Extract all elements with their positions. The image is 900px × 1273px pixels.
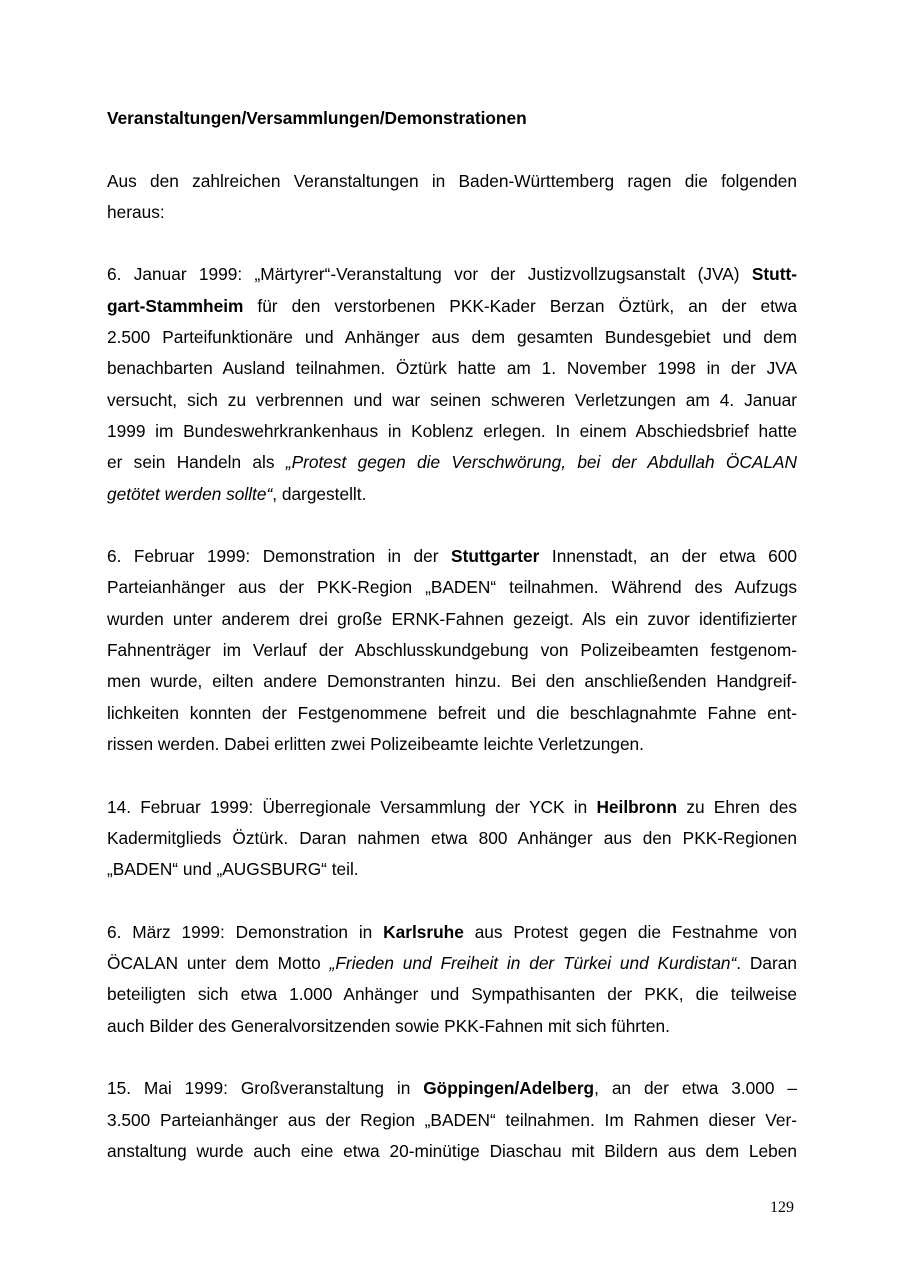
quote-italic: getötet werden sollte“ (107, 483, 273, 504)
event-paragraph-may (107, 1073, 797, 1167)
location-bold: Stutt- (751, 264, 797, 285)
text-line: 3.500 Parteianhänger aus der Region „BADEN“ teilnahmen. Im Rahmen dieser Ver- (107, 1109, 797, 1130)
document-body (107, 103, 797, 1167)
location-bold: Karlsruhe (383, 921, 464, 942)
text-line: Fahnenträger im Verlauf der Abschlusskundgebung von Polizeibeamten festgenom- (107, 640, 797, 661)
text-line: versucht, sich zu verbrennen und war seinen schweren Verletzungen am 4. Januar (107, 389, 797, 410)
text-line: Aus den zahlreichen Veranstaltungen in Baden-Württemberg ragen die folgenden (107, 170, 797, 191)
text-run: zu Ehren des (677, 796, 797, 817)
location-bold: Heilbronn (596, 796, 678, 817)
event-paragraph-feb (107, 541, 797, 760)
text-run: 14. Februar 1999: Überregionale Versammlung der YCK in (107, 796, 597, 817)
text-line: men wurde, eilten andere Demonstranten hinzu. Bei den anschließenden Handgreif- (107, 671, 797, 692)
text-line: „BADEN“ und „AUGSBURG“ teil. (107, 859, 359, 880)
text-run: er sein Handeln als (107, 452, 286, 473)
text-run: , an der etwa 3.000 – (594, 1078, 797, 1099)
location-bold: Stuttgarter (451, 546, 540, 567)
event-paragraph-feb14 (107, 792, 797, 886)
text-line (107, 948, 797, 979)
text-run: für den verstorbenen PKK-Kader Berzan Öztürk, an der etwa (243, 295, 797, 316)
text-run: 6. Januar 1999: „Märtyrer“-Veranstaltung vor der Justizvollzugsanstalt (JVA) (107, 264, 752, 285)
text-line (107, 541, 797, 572)
text-line (107, 917, 797, 948)
text-run: aus Protest gegen die Festnahme von (463, 921, 797, 942)
text-line (107, 792, 797, 823)
quote-italic: „Protest gegen die Verschwörung, bei der Abdullah ÖCALAN (285, 452, 797, 473)
text-line: Kadermitglieds Öztürk. Daran nahmen etwa 800 Anhänger aus den PKK-Regionen (107, 827, 797, 848)
text-run: 6. März 1999: Demonstration in (107, 921, 384, 942)
text-line (107, 447, 797, 478)
text-line: auch Bilder des Generalvorsitzenden sowie PKK-Fahnen mit sich führten. (107, 1015, 670, 1036)
text-line: 1999 im Bundeswehrkrankenhaus in Koblenz erlegen. In einem Abschiedsbrief hatte (107, 420, 797, 441)
section-heading: Veranstaltungen/Versammlungen/Demonstrationen (107, 108, 527, 128)
location-bold: Göppingen/Adelberg (423, 1078, 595, 1099)
text-line (107, 1073, 797, 1104)
text-line: benachbarten Ausland teilnahmen. Öztürk hatte am 1. November 1998 in der JVA (107, 358, 797, 379)
text-line: Parteianhänger aus der PKK-Region „BADEN“ teilnahmen. Während des Aufzugs (107, 577, 797, 598)
text-line: rissen werden. Dabei erlitten zwei Polizeibeamte leichte Verletzungen. (107, 733, 644, 754)
text-run: Innenstadt, an der etwa 600 (539, 546, 797, 567)
text-line: anstaltung wurde auch eine etwa 20-minütige Diaschau mit Bildern aus dem Leben (107, 1140, 797, 1161)
text-line: wurden unter anderem drei große ERNK-Fahnen gezeigt. Als ein zuvor identifizierter (107, 608, 797, 629)
text-line: heraus: (107, 201, 165, 222)
text-line (107, 479, 797, 510)
event-paragraph-jan (107, 259, 797, 509)
text-line: beteiligten sich etwa 1.000 Anhänger und Sympathisanten der PKK, die teilweise (107, 984, 797, 1005)
page-number: 129 (770, 1199, 794, 1216)
text-line: 2.500 Parteifunktionäre und Anhänger aus dem gesamten Bundesgebiet und dem (107, 327, 797, 348)
location-bold: gart-Stammheim (107, 295, 244, 316)
text-run: , dargestellt. (272, 483, 367, 504)
text-run: 15. Mai 1999: Großveranstaltung in (107, 1078, 424, 1099)
quote-italic: „Frieden und Freiheit in der Türkei und Kurdistan“ (329, 953, 737, 974)
text-run: . Daran (736, 953, 797, 974)
text-line (107, 259, 797, 290)
intro-paragraph (107, 166, 797, 229)
text-run: ÖCALAN unter dem Motto (107, 953, 330, 974)
text-line (107, 291, 797, 322)
text-run: 6. Februar 1999: Demonstration in der (107, 546, 452, 567)
text-line: lichkeiten konnten der Festgenommene befreit und die beschlagnahmte Fahne ent- (107, 702, 797, 723)
event-paragraph-mar (107, 917, 797, 1042)
